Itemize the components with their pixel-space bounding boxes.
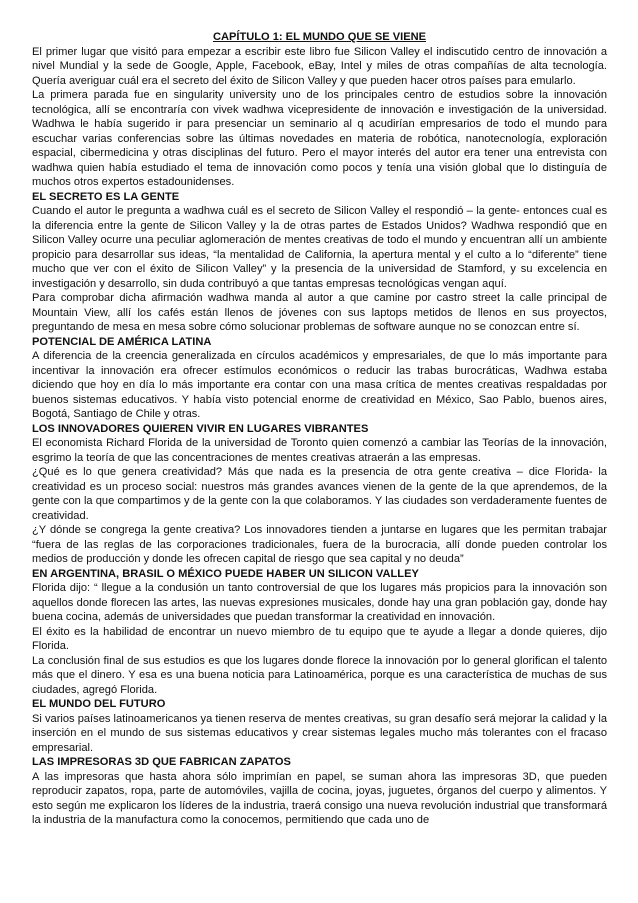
paragraph: Florida dijo: “ llegue a la condusión un tanto controversial de que los lugares más propicios para la innovación son aquellos donde florecen las artes, las nuevas expresiones musicales, donde hay una gran población gay, donde hay buena cocina, además de universidades que puedan transformar la creatividad en innovación.: [32, 582, 607, 623]
paragraph: A las impresoras que hasta ahora sólo imprimían en papel, se suman ahora las impresoras 3D, que pueden reproducir zapatos, ropa, parte de automóviles, vajilla de cocina, joyas, juguetes, órganos del cuerpo y alimentos. Y esto según me explicaron los líderes de la industria, traerá consigo una nueva revolución industrial que transformará la industria de la manufactura como la conocemos, permitiendo que cada uno de: [32, 770, 607, 826]
paragraph: Para comprobar dicha afirmación wadhwa manda al autor a que camine por castro street la calle principal de Mountain View, allí los cafés están llenos de jóvenes con sus laptops metidos de llenos en sus proyectos, preguntando de mesa en mesa sobre cómo solucionar problemas de software aunque no se conozcan entre sí.: [32, 292, 607, 333]
document-page: [32, 30, 607, 828]
paragraph: El éxito es la habilidad de encontrar un nuevo miembro de tu equipo que te ayude a llegar a donde quieres, dijo Florida.: [32, 625, 607, 652]
document-body: [32, 45, 607, 828]
paragraph: El economista Richard Florida de la universidad de Toronto quien comenzó a cambiar las Teorías de la innovación, esgrimo la teoría de que las concentraciones de mentes creativas atraerán a las empresas.: [32, 437, 607, 464]
section-heading: EL MUNDO DEL FUTURO: [32, 698, 166, 710]
paragraph: ¿Y dónde se congrega la gente creativa? Los innovadores tienden a juntarse en lugares que les permitan trabajar “fuera de las reglas de las corporaciones tradicionales, fuera de la burocracia, allí donde pueden controlar los medios de producción y donde les ofrecen capital de riesgo que sea capital y no deuda”: [32, 524, 607, 565]
section-heading: EL SECRETO ES LA GENTE: [32, 190, 180, 203]
paragraph: La primera parada fue en singularity university uno de los principales centro de estudios sobre la innovación tecnológica, allí se encontraría con vivek wadhwa vicepresidente de innovación e investigación de la universidad. Wadhwa le había sugerido ir para presenciar un seminario al q acudirían empresarios de todo el mundo para escuchar varias conferencias sobre las últimas novedades en materia de robótica, nanotecnología, exploración espacial, cibermedicina y otras disciplinas del futuro. Pero el mayor interés del autor era tener una entrevista con wadhwa quien había estudiado el tema de innovación como pocos y tenía una visión global que lo distinguía de muchos otros expertos estadounidenses.: [32, 89, 607, 188]
paragraph: A diferencia de la creencia generalizada en círculos académicos y empresariales, de que lo más importante para incentivar la innovación era ofrecer estímulos económicos o reducir las trabas burocráticas, Wadhwa estaba diciendo que hoy en día lo más importante era contar con una masa crítica de mentes creativas respaldadas por buenos sistemas educativos. Y había visto potencial enorme de creatividad en México, Sao Pablo, buenos aires, Bogotá, Santiago de Chile y otras.: [32, 350, 607, 420]
section-heading: EN ARGENTINA, BRASIL O MÉXICO PUEDE HABER UN SILICON VALLEY: [32, 567, 419, 580]
section-heading: POTENCIAL DE AMÉRICA LATINA: [32, 335, 212, 348]
paragraph: Cuando el autor le pregunta a wadhwa cuál es el secreto de Silicon Valley el respondió – la gente- entonces cual es la diferencia entre la gente de Silicon Valley y la de otras partes de Estados Unidos? Wadhwa respondió que en Silicon Valley ocurre una peculiar aglomeración de mentes creativas de todo el mundo y encuentran allí un ambiente propicio para desarrollar sus ideas, “la mentalidad de California, la apertura mental y el culto a lo “diferente” tiene mucho que ver con el éxito de Silicon Valley” y la presencia de la universidad de Stamford, y su excelencia en investigación y desarrollo, sin duda contribuyó a que tantas empresas tecnológicas vengan aquí.: [32, 205, 607, 290]
section-heading: LAS IMPRESORAS 3D QUE FABRICAN ZAPATOS: [32, 756, 291, 768]
paragraph: La conclusión final de sus estudios es que los lugares donde florece la innovación por lo general glorifican el talento más que el dinero. Y esa es una buena noticia para Latinoamérica, porque es una característica de muchas de sus ciudades, agregó Florida.: [32, 654, 607, 696]
paragraph: El primer lugar que visitó para empezar a escribir este libro fue Silicon Valley el indiscutido centro de innovación a nivel Mundial y la sede de Google, Apple, Facebook, eBay, Intel y miles de otras compañías de alta tecnología. Quería averiguar cuál era el secreto del éxito de Silicon Valley y que pueden hacer otros países para emularlo.: [32, 45, 607, 87]
paragraph: Si varios países latinoamericanos ya tienen reserva de mentes creativas, su gran desafío será mejorar la calidad y la inserción en el mundo de sus sistemas educativos y crear sistemas legales mucho más tolerantes con el fracaso empresarial.: [32, 712, 607, 754]
section-heading: LOS INNOVADORES QUIEREN VIVIR EN LUGARES VIBRANTES: [32, 422, 369, 435]
paragraph: ¿Qué es lo que genera creatividad? Más que nada es la presencia de otra gente creativa – dice Florida- la creatividad es un proceso social: nuestros más grandes avances vienen de la gente de la que aprendemos, de la gente con la que compartimos y de la gente con la que colaboramos. Y las ciudades son verdaderamente fuentes de creatividad.: [32, 466, 607, 522]
chapter-title: CAPÍTULO 1: EL MUNDO QUE SE VIENE: [212, 31, 427, 43]
